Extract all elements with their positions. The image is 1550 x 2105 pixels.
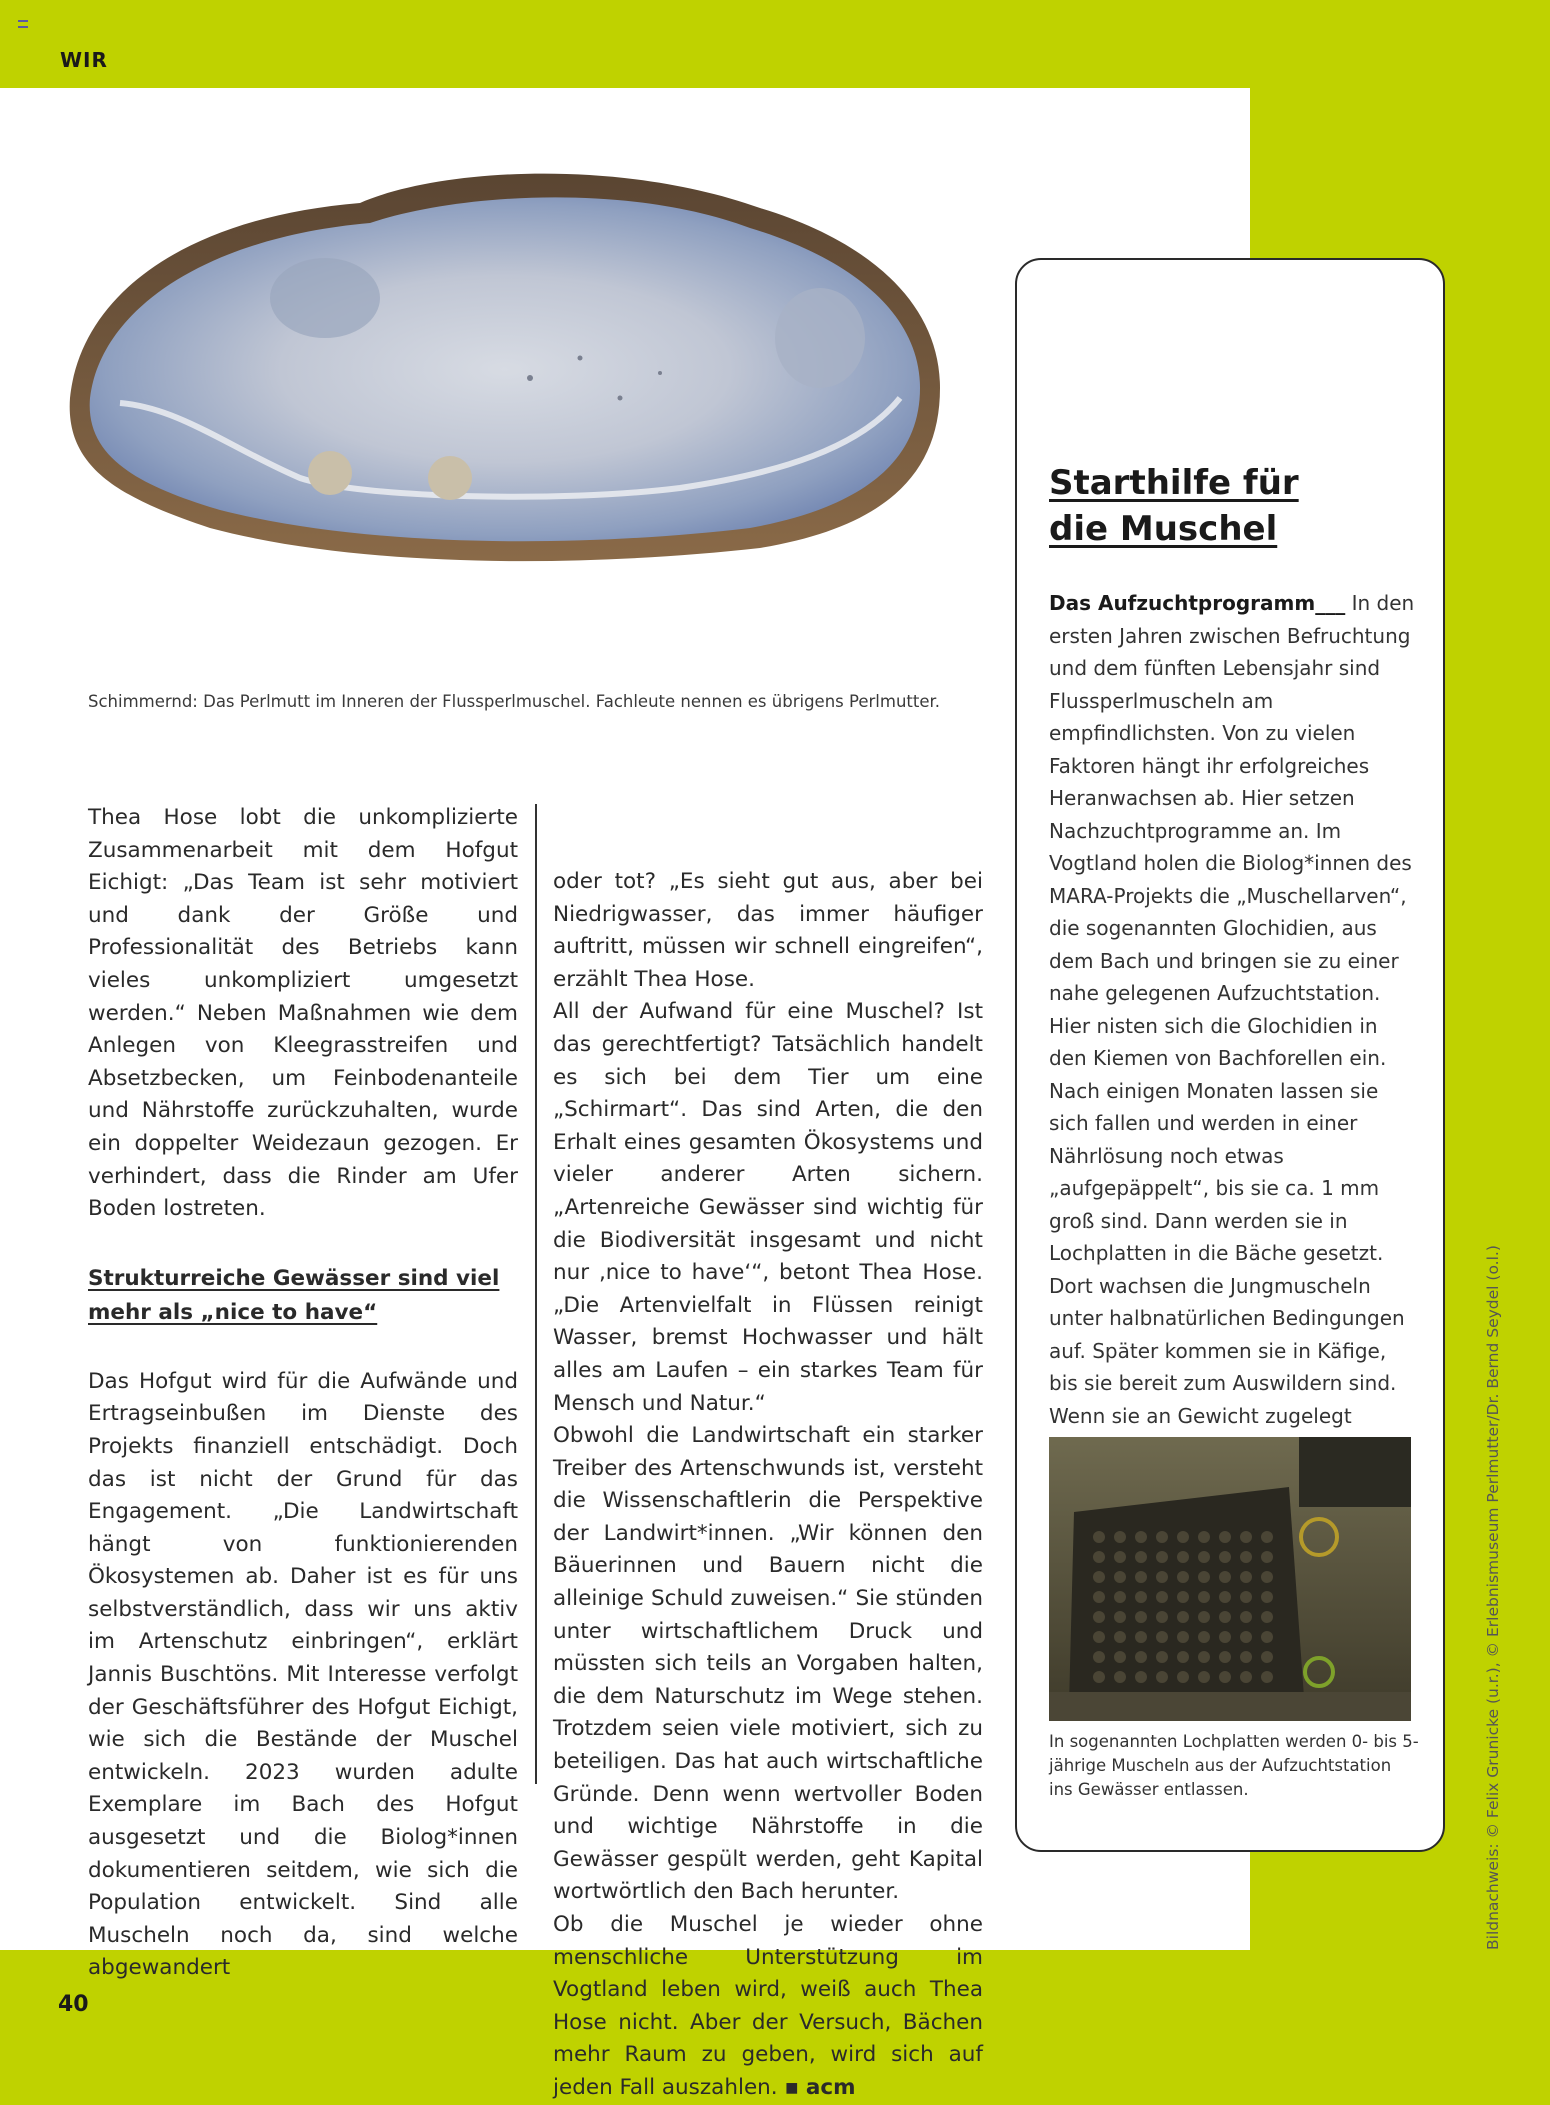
plate-hole: [1198, 1611, 1210, 1623]
plate-hole: [1114, 1651, 1126, 1663]
plate-hole: [1135, 1591, 1147, 1603]
plate-hole: [1114, 1591, 1126, 1603]
paragraph: [553, 1909, 983, 2105]
plate-hole: [1261, 1531, 1273, 1543]
plate-hole: [1177, 1671, 1189, 1683]
plate-hole: [1261, 1651, 1273, 1663]
plate-hole: [1261, 1611, 1273, 1623]
plate-hole: [1219, 1531, 1231, 1543]
plate-hole: [1135, 1531, 1147, 1543]
plate-hole: [1219, 1631, 1231, 1643]
plate-hole: [1156, 1531, 1168, 1543]
section-label: WIR: [60, 48, 108, 72]
plate-hole: [1114, 1571, 1126, 1583]
subheading: Strukturreiche Gewässer sind viel mehr als „nice to have“: [88, 1265, 500, 1325]
sidebar-title: [1049, 460, 1299, 552]
paragraph-text: Ob die Muschel je wieder ohne menschliche Unterstützung im Vogtland leben wird, weiß auch Thea Hose nicht. Aber der Versuch, Bächen mehr Raum zu geben, wird sich auf jeden Fall auszahlen.: [553, 1912, 983, 2100]
plate-hole: [1219, 1591, 1231, 1603]
plate-hole: [1156, 1551, 1168, 1563]
paragraph: oder tot? „Es sieht gut aus, aber bei Niedrigwasser, das immer häufiger auftritt, müssen wir schnell eingreifen“, erzählt Thea Hose.: [553, 869, 983, 992]
author-signature: acm: [805, 2074, 856, 2100]
plate-hole: [1135, 1631, 1147, 1643]
plate-hole: [1156, 1671, 1168, 1683]
plate-hole: [1261, 1631, 1273, 1643]
hero-caption: Schimmernd: Das Perlmutt im Inneren der Flussperlmuschel. Fachleute nennen es übrigens Perlmutter.: [88, 692, 941, 711]
plate-hole: [1261, 1671, 1273, 1683]
sidebar-image-caption: In sogenannten Lochplatten werden 0- bis 5-jährige Muscheln aus der Aufzuchtstation ins Gewässer entlassen.: [1049, 1732, 1419, 1799]
plate-hole: [1156, 1611, 1168, 1623]
plate-hole: [1135, 1611, 1147, 1623]
plate-hole: [1114, 1631, 1126, 1643]
sidebar-lead: Das Aufzuchtprogramm___: [1049, 591, 1346, 615]
paragraph: All der Aufwand für eine Muschel? Ist das gerechtfertigt? Tatsächlich handelt es sich bei dem Tier um eine „Schirmart“. Das sind Arten, die den Erhalt eines gesamten Ökosystems und vieler anderer Arten sichern. „Artenreiche Gewässer sind wichtig für die Biodiversität insgesamt und nicht nur ‚nice to have‘“, betont Thea Hose. „Die Artenvielfalt in Flüssen reinigt Wasser, bremst Hochwasser und hält alles am Laufen – ein starkes Team für Mensch und Natur.“: [553, 999, 983, 1416]
plate-hole: [1198, 1631, 1210, 1643]
sidebar-box: [1015, 258, 1445, 1852]
page-header: [0, 0, 1550, 88]
end-mark: ▪: [784, 2074, 800, 2100]
plate-hole: [1240, 1551, 1252, 1563]
plate-hole: [1093, 1671, 1105, 1683]
sidebar-body: [1049, 587, 1419, 1497]
plate-hole: [1198, 1531, 1210, 1543]
plate-hole: [1093, 1591, 1105, 1603]
plate-hole: [1093, 1611, 1105, 1623]
plate-hole: [1240, 1571, 1252, 1583]
plate-hole: [1156, 1571, 1168, 1583]
plate-hole: [1198, 1651, 1210, 1663]
plate-hole: [1240, 1671, 1252, 1683]
sidebar-text: In den ersten Jahren zwischen Befruchtung und dem fünften Lebensjahr sind Flussperlmuscheln am empfindlichsten. Von zu vielen Faktoren hängt ihr erfolgreiches Heranwachsen ab. Hier setzen Nachzuchtprogramme an. Im Vogtland holen die Biolog*innen des MARA-Projekts die „Muschellarven“, die sogenannten Glochidien, aus dem Bach und bringen sie zu einer nahe gelegenen Aufzuchtstation. Hier nisten sich die Glochidien in den Kiemen von Bachforellen ein. Nach einigen Monaten lassen sie sich fallen und werden in einer Nährlösung noch etwas „aufgepäppelt“, bis sie ca. 1 mm groß sind. Dann werden sie in Lochplatten in die Bäche gesetzt. Dort wachsen die Jungmuscheln unter halbnatürlichen Bedingungen auf. Später kommen sie in Käfige, bis sie bereit zum Auswildern sind. Wenn sie an Gewicht zugelegt: [1049, 591, 1415, 1428]
plate-hole: [1219, 1551, 1231, 1563]
plate-hole: [1261, 1591, 1273, 1603]
plate-hole: [1219, 1571, 1231, 1583]
plate-hole: [1198, 1551, 1210, 1563]
plate-hole: [1156, 1651, 1168, 1663]
plate-hole: [1177, 1651, 1189, 1663]
plate-hole: [1135, 1671, 1147, 1683]
plate-hole: [1156, 1631, 1168, 1643]
plate-hole: [1261, 1571, 1273, 1583]
photo-credits: Bildnachweis: © Felix Grunicke (u.r.), © Erlebnismuseum Perlmutter/Dr. Bernd Seydel (o.l.): [1484, 1245, 1502, 1950]
plate-hole: [1198, 1671, 1210, 1683]
plate-hole: [1240, 1651, 1252, 1663]
plate-hole: [1177, 1571, 1189, 1583]
plate-hole: [1093, 1571, 1105, 1583]
plate-hole: [1093, 1631, 1105, 1643]
plate-hole: [1114, 1531, 1126, 1543]
sidebar-title-line1: Starthilfe für: [1049, 463, 1299, 503]
paragraph: Thea Hose lobt die unkomplizierte Zusammenarbeit mit dem Hofgut Eichigt: „Das Team ist sehr motiviert und dank der Größe und Professionalität des Betriebs kann vieles unkompliziert umgesetzt werden.“ Neben Maßnahmen wie dem Anlegen von Kleegrasstreifen und Absetzbecken, um Feinbodenanteile und Nährstoffe zurückzuhalten, wurde ein doppelter Weidezaun gezogen. Er verhindert, dass die Rinder am Ufer Boden lostreten.: [88, 805, 518, 1222]
plate-hole: [1093, 1551, 1105, 1563]
plate-hole: [1114, 1611, 1126, 1623]
plate-hole: [1219, 1671, 1231, 1683]
plate-hole: [1177, 1611, 1189, 1623]
plate-hole: [1198, 1571, 1210, 1583]
plate-hole: [1240, 1611, 1252, 1623]
plate-hole: [1198, 1591, 1210, 1603]
plate-hole: [1219, 1611, 1231, 1623]
paragraph: Obwohl die Landwirtschaft ein starker Treiber des Artenschwunds ist, versteht die Wissenschaftlerin die Perspektive der Landwirt*innen. „Wir können den Bäuerinnen und Bauern nicht die alleinige Schuld zuweisen.“ Sie stünden unter wirtschaftlichem Druck und müssten sich teils an Vorgaben halten, die dem Naturschutz im Wege stehen. Trotzdem seien viele motiviert, sich zu beteiligen. Das hat auch wirtschaftliche Gründe. Denn wenn wertvoller Boden und wichtige Nährstoffe in die Gewässer gespült werden, geht Kapital wortwörtlich den Bach herunter.: [553, 1423, 983, 1905]
article-column-1: [88, 802, 518, 1985]
article-column-2: [553, 866, 983, 2105]
plate-hole: [1240, 1531, 1252, 1543]
plate-hole: [1135, 1551, 1147, 1563]
plate-hole: [1093, 1651, 1105, 1663]
plate-hole: [1240, 1631, 1252, 1643]
plate-hole: [1114, 1551, 1126, 1563]
plate-hole: [1114, 1671, 1126, 1683]
plate-hole: [1177, 1531, 1189, 1543]
plate-hole: [1240, 1591, 1252, 1603]
menu-icon[interactable]: [18, 20, 28, 28]
plate-hole: [1156, 1591, 1168, 1603]
plate-hole: [1219, 1651, 1231, 1663]
plate-hole: [1093, 1531, 1105, 1543]
plate-hole: [1177, 1551, 1189, 1563]
plate-hole: [1135, 1571, 1147, 1583]
page-number: 40: [58, 1992, 89, 2017]
plate-hole: [1135, 1651, 1147, 1663]
lochplatte-photo: [1049, 1437, 1411, 1721]
plate-hole: [1177, 1631, 1189, 1643]
plate-hole: [1177, 1591, 1189, 1603]
column-divider: [535, 804, 537, 1784]
plate-hole: [1261, 1551, 1273, 1563]
mussel-shell-image: [60, 148, 950, 568]
sidebar-title-line2: die Muschel: [1049, 509, 1278, 549]
paragraph: Das Hofgut wird für die Aufwände und Ertragseinbußen im Dienste des Projekts finanziell entschädigt. Doch das ist nicht der Grund für das Engagement. „Die Landwirtschaft hängt von funktionierenden Ökosystemen ab. Daher ist es für uns selbstverständlich, dass wir uns aktiv im Artenschutz einbringen“, erklärt Jannis Buschtöns. Mit Interesse verfolgt der Geschäftsführer des Hofgut Eichigt, wie sich die Bestände der Muschel entwickeln. 2023 wurden adulte Exemplare im Bach des Hofgut ausgesetzt und die Biolog*innen dokumentieren seitdem, wie sich die Population entwickelt. Sind alle Muscheln noch da, sind welche abgewandert: [88, 1368, 518, 1981]
